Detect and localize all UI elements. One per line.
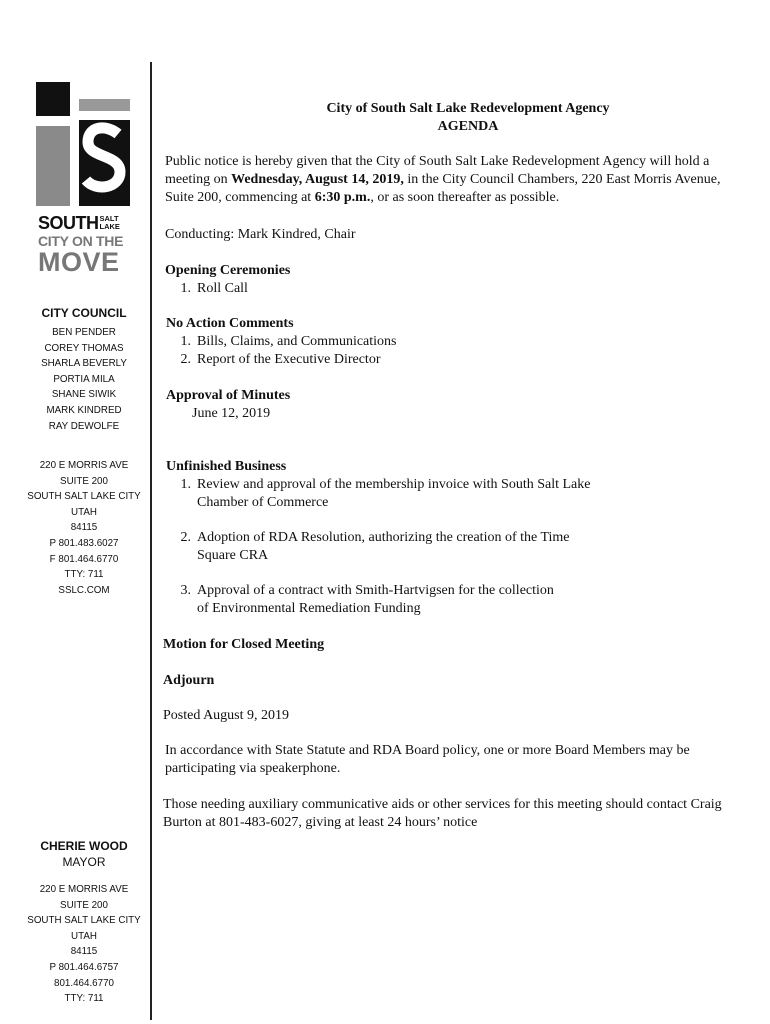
unfinished-heading: Unfinished Business xyxy=(166,459,287,474)
address-line: SOUTH SALT LAKE CITY xyxy=(27,491,141,503)
no-action-heading: No Action Comments xyxy=(166,316,294,331)
sidebar xyxy=(0,0,150,1024)
posted-date: Posted August 9, 2019 xyxy=(163,708,290,723)
notice-text: in the City Council Chambers, 220 East Morris Avenue, Suite 200, commencing at xyxy=(165,172,721,205)
council-address-block xyxy=(20,458,148,598)
city-council-block xyxy=(20,305,148,434)
address-line: SUITE 200 xyxy=(60,899,108,911)
unfinished-section xyxy=(166,458,746,618)
conducting-line: Conducting: Mark Kindred, Chair xyxy=(165,227,356,242)
address-line: UTAH xyxy=(71,930,97,942)
council-member: RAY DEWOLFE xyxy=(48,420,120,432)
closed-meeting-heading: Motion for Closed Meeting xyxy=(163,637,325,652)
opening-section xyxy=(165,262,745,298)
ssl-logo-icon xyxy=(36,82,136,222)
vertical-divider xyxy=(150,62,152,1020)
council-member: MARK KINDRED xyxy=(46,404,122,416)
tty-line: TTY: 711 xyxy=(64,993,104,1005)
logo-city-on-the: CITY ON THE xyxy=(38,233,124,249)
logo-lake: LAKE xyxy=(99,222,120,231)
public-notice xyxy=(165,153,725,207)
accessibility-notice: Those needing auxiliary communicative aids or other services for this meeting should contact Craig Burton at 801-483-6027, giving at least 24 hours’ notice xyxy=(163,797,722,830)
list-item: 2. Adoption of RDA Resolution, authorizing the creation of the Time Square CRA xyxy=(180,530,570,563)
council-member: BEN PENDER xyxy=(52,327,116,338)
phone-line: 801.464.6770 xyxy=(54,977,114,989)
council-member: PORTIA MILA xyxy=(53,373,115,385)
logo-wordmark xyxy=(38,213,138,275)
list-item: 2. Report of the Executive Director xyxy=(180,352,381,367)
phone-line: P 801.464.6757 xyxy=(49,961,119,973)
notice-text: , or as soon thereafter as possible. xyxy=(370,190,560,205)
speakerphone-notice: In accordance with State Statute and RDA Board policy, one or more Board Members may be participating via speakerphone. xyxy=(165,743,690,776)
meeting-time: 6:30 p.m. xyxy=(314,190,371,205)
list-item: 1. Roll Call xyxy=(180,281,248,296)
notice-text: Public notice is hereby given that the City of South Salt Lake Redevelopment Agency will hold a meeting on xyxy=(165,154,710,187)
minutes-section xyxy=(166,387,746,423)
mayor-name: CHERIE WOOD xyxy=(40,839,128,853)
tty-line: TTY: 711 xyxy=(64,569,104,581)
mayor-block xyxy=(20,838,148,870)
council-member: COREY THOMAS xyxy=(44,342,124,354)
city-council-title: CITY COUNCIL xyxy=(41,306,127,320)
phone-line: P 801.483.6027 xyxy=(49,537,119,549)
meeting-date: Wednesday, August 14, 2019, xyxy=(231,172,404,187)
address-line: 220 E MORRIS AVE xyxy=(39,460,129,471)
website-line: SSLC.COM xyxy=(58,584,110,596)
address-line: 220 E MORRIS AVE xyxy=(39,884,129,895)
logo-move: MOVE xyxy=(38,247,120,277)
list-item: 3. Approval of a contract with Smith-Hartvigsen for the collection of Environmental Remediation Funding xyxy=(180,583,554,616)
mayor-title: MAYOR xyxy=(62,855,106,869)
address-line: UTAH xyxy=(71,506,97,518)
list-item: 1. Bills, Claims, and Communications xyxy=(180,334,397,349)
fax-line: F 801.464.6770 xyxy=(49,553,119,565)
no-action-section xyxy=(166,315,746,369)
list-item: 1. Review and approval of the membership invoice with South Salt Lake Chamber of Commerce xyxy=(180,477,591,510)
opening-heading: Opening Ceremonies xyxy=(165,263,291,278)
logo-south: SOUTH xyxy=(38,213,99,233)
org-title: City of South Salt Lake Redevelopment Agency xyxy=(326,101,610,116)
minutes-date: June 12, 2019 xyxy=(192,406,271,421)
logo-salt: SALT xyxy=(99,214,119,223)
address-line: SOUTH SALT LAKE CITY xyxy=(27,915,141,927)
council-member: SHARLA BEVERLY xyxy=(41,358,127,370)
address-line: 84115 xyxy=(70,946,98,958)
adjourn-heading: Adjourn xyxy=(163,673,215,688)
minutes-heading: Approval of Minutes xyxy=(166,388,291,403)
agenda-title: AGENDA xyxy=(437,119,499,134)
address-line: SUITE 200 xyxy=(60,475,108,487)
council-member: SHANE SIWIK xyxy=(51,389,117,401)
mayor-address-block xyxy=(20,882,148,1007)
address-line: 84115 xyxy=(70,522,98,534)
